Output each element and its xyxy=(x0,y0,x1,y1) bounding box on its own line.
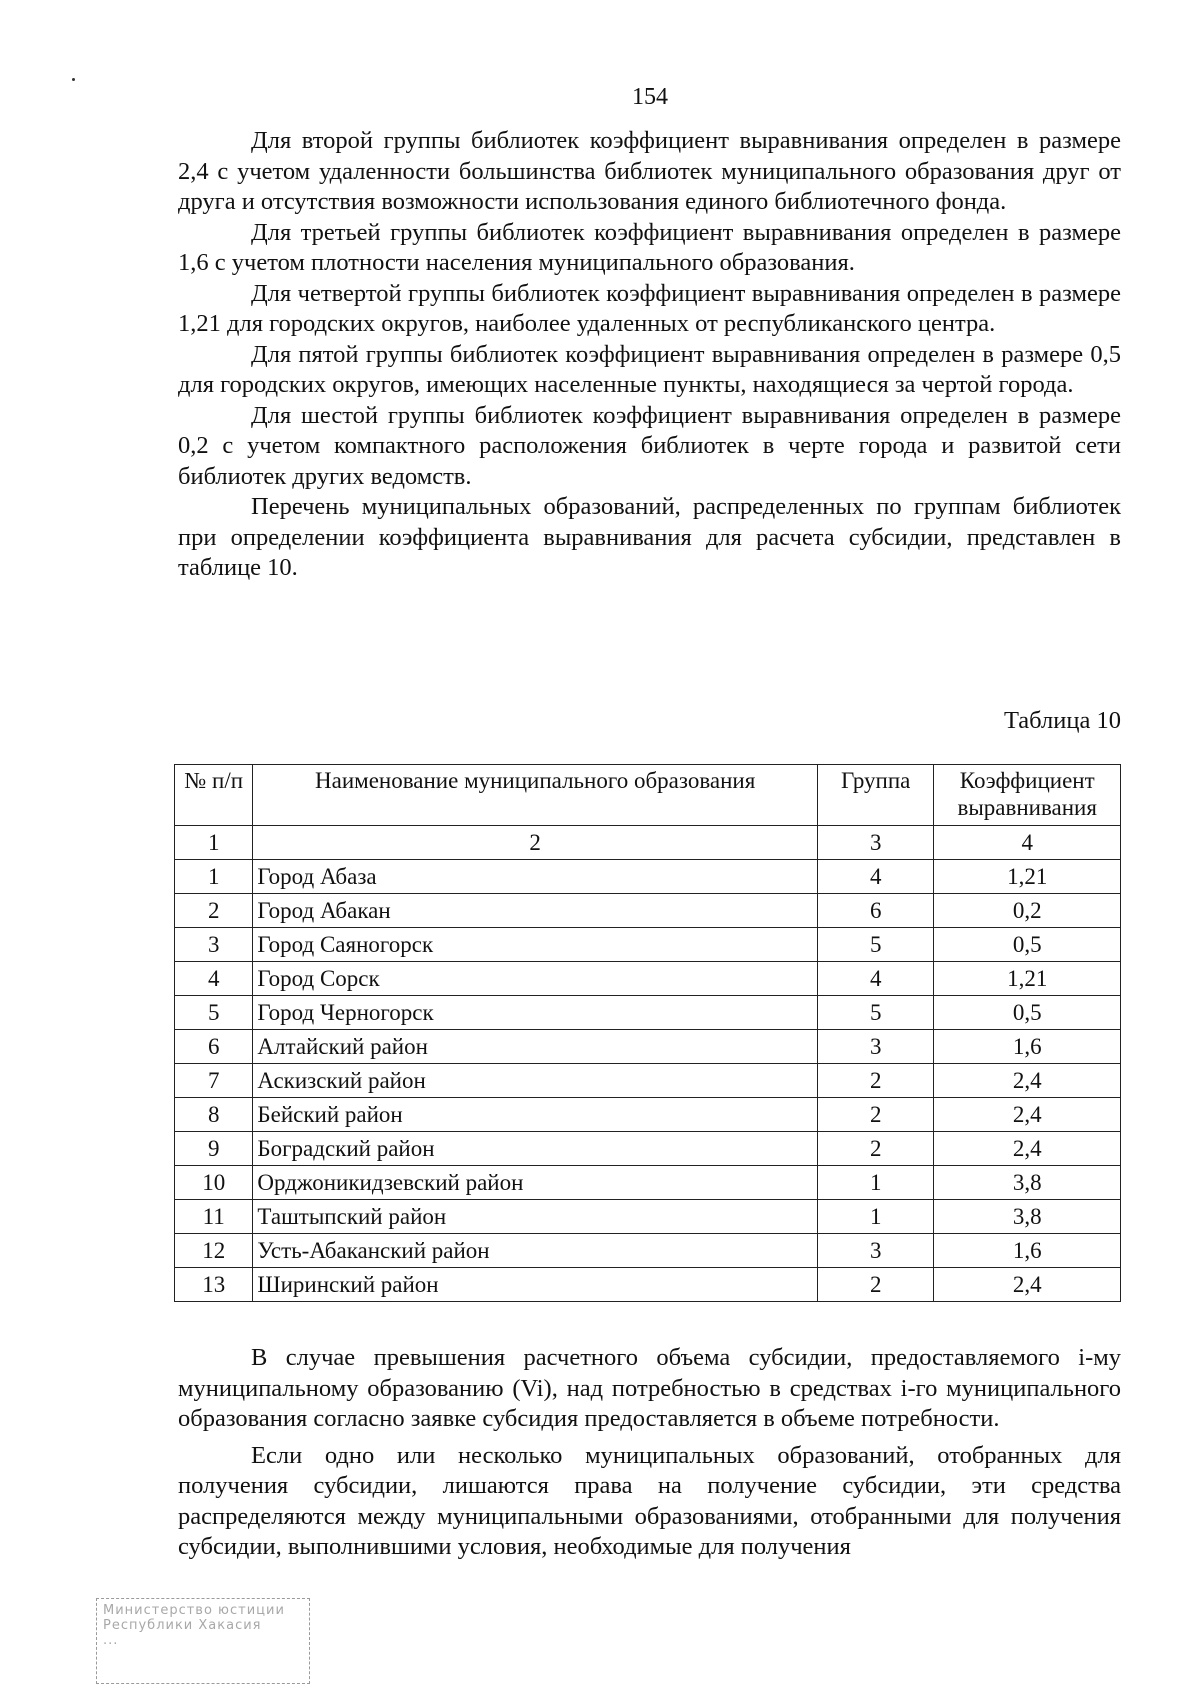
table-row xyxy=(175,894,1121,928)
row-group: 6 xyxy=(817,894,934,928)
row-num: 9 xyxy=(175,1132,253,1166)
coefficient-table xyxy=(174,764,1121,1302)
row-coef: 2,4 xyxy=(934,1132,1121,1166)
row-group: 2 xyxy=(817,1132,934,1166)
row-name: Город Сорск xyxy=(253,962,818,996)
row-group: 2 xyxy=(817,1268,934,1302)
row-num: 12 xyxy=(175,1234,253,1268)
row-num: 8 xyxy=(175,1098,253,1132)
paragraph-group-6: Для шестой группы библиотек коэффициент выравнивания определен в размере 0,2 с учетом компактного расположения библиотек в черте города и развитой сети библиотек других ведомств. xyxy=(178,401,1121,490)
row-coef: 2,4 xyxy=(934,1098,1121,1132)
paragraph-table-intro: Перечень муниципальных образований, распределенных по группам библиотек при определении коэффициента выравнивания для расчета субсидии, представлен в таблице 10. xyxy=(178,493,1121,581)
table-row xyxy=(175,1200,1121,1234)
table-row xyxy=(175,996,1121,1030)
row-group: 3 xyxy=(817,1030,934,1064)
closing-text xyxy=(178,1343,1121,1563)
row-num: 11 xyxy=(175,1200,253,1234)
row-coef: 3,8 xyxy=(934,1200,1121,1234)
page-number: 154 xyxy=(632,84,668,110)
paragraph-group-5: Для пятой группы библиотек коэффициент выравнивания определен в размере 0,5 для городских округов, имеющих населенные пункты, находящиеся за чертой города. xyxy=(178,340,1121,398)
row-name: Город Абакан xyxy=(253,894,818,928)
row-group: 1 xyxy=(817,1200,934,1234)
row-coef: 2,4 xyxy=(934,1064,1121,1098)
body-text xyxy=(178,126,1121,584)
row-num: 6 xyxy=(175,1030,253,1064)
row-num: 1 xyxy=(175,860,253,894)
paragraph-group-3: Для третьей группы библиотек коэффициент выравнивания определен в размере 1,6 с учетом плотности населения муниципального образования. xyxy=(178,218,1121,276)
row-name: Город Черногорск xyxy=(253,996,818,1030)
column-number: 3 xyxy=(817,826,934,860)
header-name: Наименование муниципального образования xyxy=(253,765,818,826)
paragraph-group-2: Для второй группы библиотек коэффициент выравнивания определен в размере 2,4 с учетом удаленности большинства библиотек муниципального образования друг от друга и отсутствия возможности использования единого библиотечного фонда. xyxy=(178,127,1121,215)
row-num: 7 xyxy=(175,1064,253,1098)
row-group: 4 xyxy=(817,860,934,894)
row-coef: 1,6 xyxy=(934,1030,1121,1064)
row-name: Усть-Абаканский район xyxy=(253,1234,818,1268)
table-row xyxy=(175,1234,1121,1268)
paragraph-redistribution: Если одно или несколько муниципальных образований, отобранных для получения субсидии, лишаются права на получение субсидии, эти средства распределяются между муниципальными образованиями, отобранными для получения субсидии, выполнившими условия, необходимые для получения xyxy=(178,1441,1121,1560)
row-num: 10 xyxy=(175,1166,253,1200)
table-header-row xyxy=(175,765,1121,826)
header-coef: Коэффициент выравнивания xyxy=(934,765,1121,826)
header-group: Группа xyxy=(817,765,934,826)
row-group: 5 xyxy=(817,996,934,1030)
table-row xyxy=(175,1030,1121,1064)
row-name: Город Абаза xyxy=(253,860,818,894)
stamp-line: Республики Хакасия xyxy=(103,1618,262,1633)
row-group: 2 xyxy=(817,1064,934,1098)
row-name: Аскизский район xyxy=(253,1064,818,1098)
row-group: 2 xyxy=(817,1098,934,1132)
row-name: Город Саяногорск xyxy=(253,928,818,962)
table-row xyxy=(175,1098,1121,1132)
stamp-line: ... xyxy=(103,1633,119,1648)
row-coef: 2,4 xyxy=(934,1268,1121,1302)
table-row xyxy=(175,1064,1121,1098)
stamp-line: Министерство юстиции xyxy=(103,1603,285,1618)
registration-stamp xyxy=(96,1598,310,1684)
row-coef: 1,21 xyxy=(934,860,1121,894)
table-caption: Таблица 10 xyxy=(1003,707,1121,734)
row-name: Бейский район xyxy=(253,1098,818,1132)
row-num: 5 xyxy=(175,996,253,1030)
row-coef: 0,5 xyxy=(934,928,1121,962)
table-row xyxy=(175,1268,1121,1302)
column-number-row xyxy=(175,826,1121,860)
row-coef: 1,6 xyxy=(934,1234,1121,1268)
row-coef: 0,5 xyxy=(934,996,1121,1030)
header-num: № п/п xyxy=(175,765,253,826)
column-number: 4 xyxy=(934,826,1121,860)
table-row xyxy=(175,1166,1121,1200)
row-group: 4 xyxy=(817,962,934,996)
row-num: 2 xyxy=(175,894,253,928)
row-num: 3 xyxy=(175,928,253,962)
paragraph-group-4: Для четвертой группы библиотек коэффициент выравнивания определен в размере 1,21 для городских округов, наиболее удаленных от республиканского центра. xyxy=(178,279,1121,337)
row-coef: 1,21 xyxy=(934,962,1121,996)
column-number: 2 xyxy=(253,826,818,860)
row-coef: 3,8 xyxy=(934,1166,1121,1200)
row-group: 3 xyxy=(817,1234,934,1268)
paragraph-excess-subsidy: В случае превышения расчетного объема субсидии, предоставляемого i-му муниципальному образованию (Vi), над потребностью в средствах i-го муниципального образования согласно заявке субсидия предоставляется в объеме потребности. xyxy=(178,1344,1121,1432)
table-row xyxy=(175,962,1121,996)
row-name: Орджоникидзевский район xyxy=(253,1166,818,1200)
column-number: 1 xyxy=(175,826,253,860)
row-name: Ширинский район xyxy=(253,1268,818,1302)
row-name: Боградский район xyxy=(253,1132,818,1166)
table-row xyxy=(175,928,1121,962)
row-group: 1 xyxy=(817,1166,934,1200)
table-row xyxy=(175,1132,1121,1166)
row-num: 4 xyxy=(175,962,253,996)
scan-speck xyxy=(72,78,75,81)
row-name: Алтайский район xyxy=(253,1030,818,1064)
table-row xyxy=(175,860,1121,894)
row-name: Таштыпский район xyxy=(253,1200,818,1234)
row-coef: 0,2 xyxy=(934,894,1121,928)
row-num: 13 xyxy=(175,1268,253,1302)
row-group: 5 xyxy=(817,928,934,962)
